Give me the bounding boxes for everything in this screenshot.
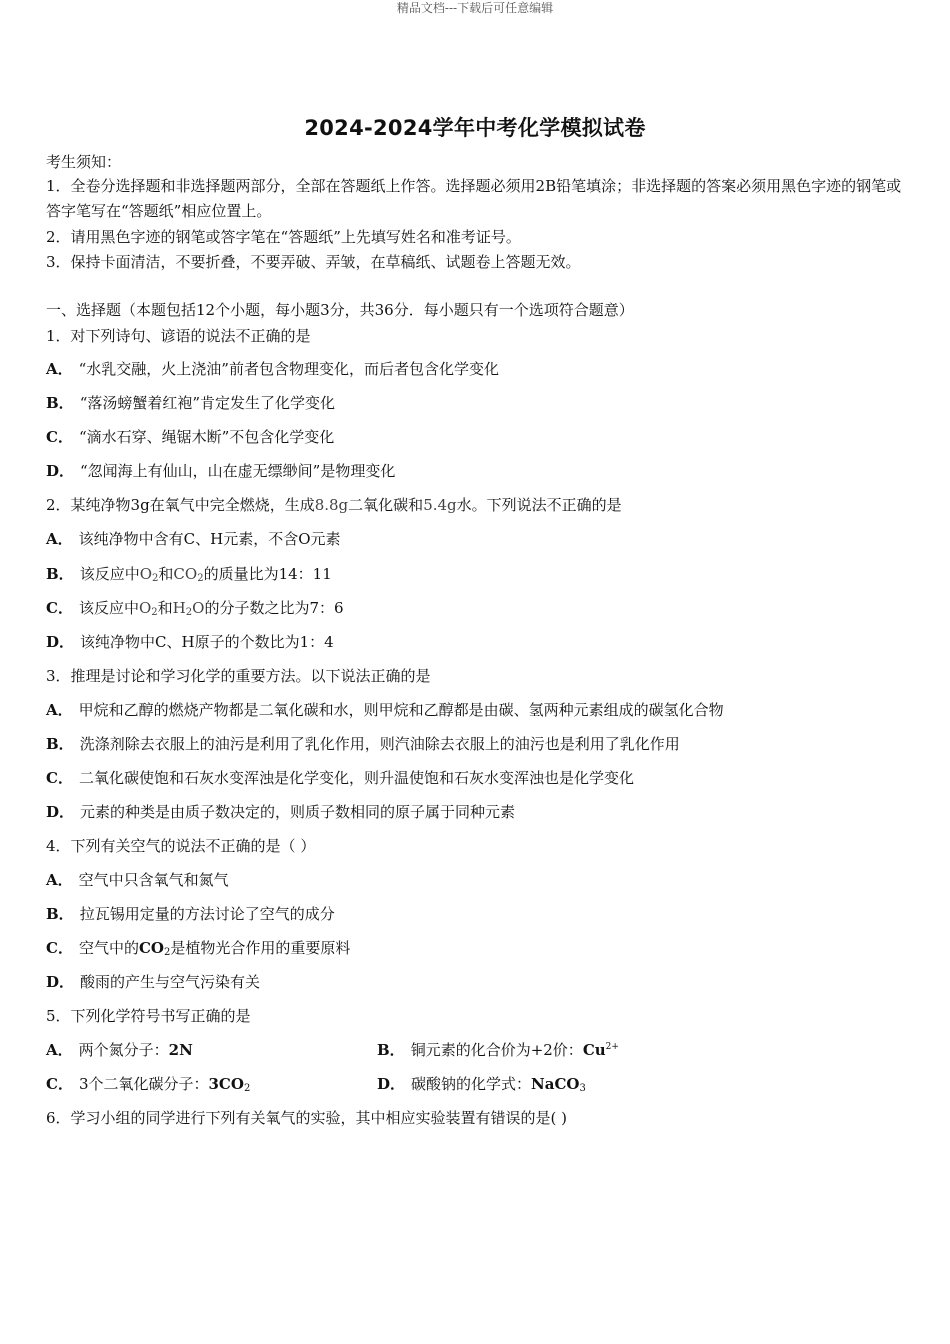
- page-title: 2024-2024学年中考化学模拟试卷: [304, 116, 646, 140]
- option-text: 拉瓦锡用定量的方法讨论了空气的成分: [79, 905, 335, 923]
- option-label: C．: [46, 1075, 73, 1093]
- question-3-option-d: [46, 802, 515, 822]
- option-label: B．: [46, 394, 74, 412]
- question-4-stem: 4．下列有关空气的说法不正确的是（ ）: [46, 837, 316, 855]
- question-3-option-c: [46, 768, 634, 788]
- option-text: “水乳交融，火上浇油”前者包含物理变化，而后者包含化学变化: [78, 360, 499, 378]
- option-text: 和: [157, 599, 173, 617]
- question-3-option-b: [46, 734, 680, 754]
- option-label: D．: [377, 1075, 406, 1093]
- option-label: A．: [46, 871, 73, 889]
- option-label: A．: [46, 701, 73, 719]
- question-2-option-a: [46, 529, 341, 549]
- question-4-option-a: [46, 870, 229, 890]
- option-text: 甲烷和乙醇的燃烧产物都是二氧化碳和水，则甲烷和乙醇都是由碳、氢两种元素组成的碳氢化合物: [78, 701, 724, 719]
- option-label: D．: [46, 973, 75, 991]
- formula: O: [192, 599, 205, 617]
- option-text: 是植物光合作用的重要原料: [170, 939, 351, 957]
- superscript: 2+: [605, 1042, 619, 1052]
- question-1-option-a: [46, 359, 499, 379]
- question-3-option-a: [46, 700, 724, 720]
- question-4-option-c: [46, 938, 350, 958]
- option-label: B．: [46, 735, 74, 753]
- question-5-option-c: [46, 1074, 250, 1094]
- option-label: C．: [46, 599, 73, 617]
- option-label: D．: [46, 633, 75, 651]
- subscript: 2: [243, 1083, 251, 1094]
- question-2-option-b: [46, 564, 332, 584]
- question-1-option-d: [46, 461, 395, 481]
- option-label: A．: [46, 1041, 73, 1059]
- question-5-stem: 5．下列化学符号书写正确的是: [46, 1007, 251, 1025]
- question-1-option-b: [46, 393, 335, 413]
- option-text: “滴水石穿、绳锯木断”不包含化学变化: [78, 428, 335, 446]
- option-text: 和: [158, 565, 174, 583]
- option-text: 该纯净物中含有C、H元素，不含O元素: [78, 530, 341, 548]
- notice-heading: 考生须知：: [46, 153, 122, 171]
- question-5-option-d: [377, 1074, 586, 1094]
- notice-item-3: 3．保持卡面清洁，不要折叠，不要弄破、弄皱，在草稿纸、试题卷上答题无效。: [46, 253, 581, 271]
- option-label: C．: [46, 939, 73, 957]
- formula: CO: [173, 565, 198, 583]
- subscript: 3: [579, 1083, 586, 1094]
- formula: O: [138, 599, 152, 617]
- question-2-option-c: [46, 598, 344, 618]
- formula: Cu: [582, 1041, 606, 1059]
- option-text: 碳酸钠的化学式：: [411, 1075, 532, 1093]
- option-text: 空气中的: [78, 939, 139, 957]
- header-note: 精品文档---下载后可任意编辑: [396, 1, 554, 15]
- option-text: “忽闻海上有仙山，山在虚无缥缈间”是物理变化: [80, 462, 396, 480]
- formula: 3CO: [208, 1075, 244, 1093]
- mass-value: 8.8g: [314, 496, 349, 514]
- option-label: B．: [46, 905, 74, 923]
- subscript: 2: [197, 573, 204, 584]
- subscript: 2: [185, 607, 193, 618]
- mass-value: 5.4g: [423, 496, 457, 514]
- question-3-stem: 3．推理是讨论和学习化学的重要方法。以下说法正确的是: [46, 667, 431, 685]
- question-4-option-b: [46, 904, 335, 924]
- option-text: 铜元素的化合价为+2价：: [410, 1041, 583, 1059]
- question-2-option-d: [46, 632, 334, 652]
- option-text: “落汤螃蟹着红袍”肯定发生了化学变化: [79, 394, 336, 412]
- option-label: A．: [46, 360, 73, 378]
- option-label: A．: [46, 530, 73, 548]
- notice-item-2: 2．请用黑色字迹的钢笔或答字笔在“答题纸”上先填写姓名和准考证号。: [46, 228, 521, 246]
- option-text: 酸雨的产生与空气污染有关: [80, 973, 261, 991]
- subscript: 2: [151, 607, 158, 618]
- option-text: 元素的种类是由质子数决定的，则质子数相同的原子属于同种元素: [80, 803, 516, 821]
- option-label: C．: [46, 769, 73, 787]
- option-text: 该反应中: [78, 599, 139, 617]
- option-label: B．: [46, 565, 74, 583]
- stem-text: 水。下列说法不正确的是: [456, 496, 622, 514]
- option-text: 该纯净物中C、H原子的个数比为1：4: [80, 633, 334, 651]
- option-label: C．: [46, 428, 73, 446]
- option-text: 的分子数之比为7：6: [204, 599, 344, 617]
- stem-text: 2．某纯净物3g在氧气中完全燃烧，生成: [46, 496, 315, 514]
- formula: 2N: [168, 1041, 193, 1059]
- option-text: 两个氮分子：: [78, 1041, 169, 1059]
- question-1-stem: 1．对下列诗句、谚语的说法不正确的是: [46, 327, 311, 345]
- question-4-option-d: [46, 972, 260, 992]
- formula: O: [139, 565, 153, 583]
- option-label: B．: [377, 1041, 405, 1059]
- question-5-option-a: [46, 1040, 193, 1060]
- question-1-option-c: [46, 427, 334, 447]
- option-text: 洗涤剂除去衣服上的油污是利用了乳化作用，则汽油除去衣服上的油污也是利用了乳化作用: [79, 735, 680, 753]
- section-heading: 一、选择题（本题包括12个小题，每小题3分，共36分．每小题只有一个选项符合题意）: [46, 301, 634, 319]
- option-label: D．: [46, 462, 75, 480]
- subscript: 2: [163, 947, 171, 958]
- notice-item-1: 1．全卷分选择题和非选择题两部分，全部在答题纸上作答。选择题必须用2B铅笔填涂；非选择题的答案必须用黑色字迹的钢笔或答字笔写在“答题纸”相应位置上。: [46, 177, 902, 220]
- formula: CO: [138, 939, 164, 957]
- option-text: 空气中只含氧气和氮气: [78, 871, 229, 889]
- stem-text: 二氧化碳和: [348, 496, 424, 514]
- question-6-stem: 6．学习小组的同学进行下列有关氧气的实验，其中相应实验装置有错误的是( ): [46, 1109, 568, 1127]
- formula: NaCO: [531, 1075, 580, 1093]
- subscript: 2: [152, 573, 159, 584]
- option-text: 的质量比为14：11: [203, 565, 332, 583]
- option-text: 二氧化碳使饱和石灰水变浑浊是化学变化，则升温使饱和石灰水变浑浊也是化学变化: [78, 769, 634, 787]
- option-label: D．: [46, 803, 75, 821]
- formula: H: [172, 599, 186, 617]
- option-text: 该反应中: [79, 565, 140, 583]
- question-5-option-b: [377, 1040, 619, 1060]
- option-text: 3个二氧化碳分子：: [78, 1075, 209, 1093]
- question-2-stem: [46, 495, 622, 515]
